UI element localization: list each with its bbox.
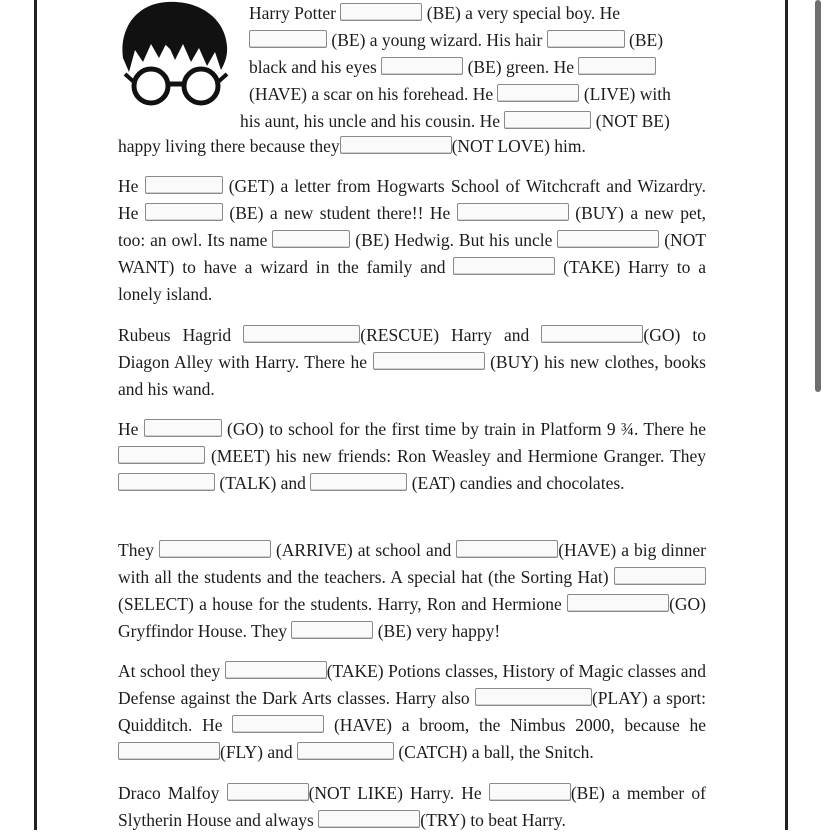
text: (HAVE) a scar on his forehead. He — [249, 84, 494, 104]
answer-box[interactable] — [118, 742, 220, 760]
answer-box[interactable] — [249, 30, 327, 48]
paragraph-5 — [118, 537, 706, 645]
answer-box[interactable] — [159, 540, 271, 558]
text: He — [118, 176, 139, 196]
answer-box[interactable] — [504, 111, 591, 129]
text: (RESCUE) Harry and — [360, 325, 530, 345]
paragraph-6 — [118, 658, 706, 766]
text: (ARRIVE) at school and — [275, 540, 452, 560]
text: At school they — [118, 661, 221, 681]
answer-box[interactable] — [272, 230, 350, 248]
answer-box[interactable] — [457, 203, 569, 221]
page-border-left — [34, 0, 37, 830]
paragraph-1-intro — [249, 0, 706, 108]
page-border-right — [785, 0, 788, 830]
answer-box[interactable] — [475, 688, 592, 706]
answer-box[interactable] — [557, 230, 659, 248]
paragraph-2 — [118, 173, 706, 308]
answer-box[interactable] — [453, 257, 555, 275]
glasses-left-lens — [134, 69, 168, 103]
answer-box[interactable] — [225, 661, 327, 679]
answer-box[interactable] — [310, 473, 407, 491]
paragraph-1-end — [118, 133, 706, 160]
text: (BUY) his new clothes, books and his wand. — [118, 352, 706, 399]
text: (GO) to school for the first time by train in Platform 9 ¾. There he — [227, 419, 707, 439]
text: Draco Malfoy — [118, 783, 220, 803]
answer-box[interactable] — [145, 176, 223, 194]
paragraph-4 — [118, 416, 706, 497]
answer-box[interactable] — [456, 540, 558, 558]
text: (BUY) a new pet, too: an owl. Its name — [118, 203, 707, 250]
text: (PLAY) a sport: Quidditch. He — [118, 688, 707, 735]
text: (BE) a very special boy. He — [426, 3, 620, 23]
text: (BE) Hedwig. But his uncle — [355, 230, 553, 250]
answer-box[interactable] — [227, 783, 309, 801]
paragraph-7 — [118, 780, 706, 834]
answer-box[interactable] — [144, 419, 222, 437]
answer-box[interactable] — [381, 57, 463, 75]
answer-box[interactable] — [297, 742, 394, 760]
answer-box[interactable] — [340, 136, 452, 154]
text: (GO) Gryffindor House. They — [118, 594, 706, 641]
text: (GET) a letter from Hogwarts School of Witchcraft and Wizardry. He — [118, 176, 707, 223]
text: (EAT) candies and chocolates. — [411, 473, 625, 493]
paragraph-1-continued — [240, 108, 706, 135]
text: (SELECT) a house for the students. Harry, Ron and Hermione — [118, 594, 562, 614]
answer-box[interactable] — [232, 715, 324, 733]
answer-box[interactable] — [145, 203, 223, 221]
text: (HAVE) a broom, the Nimbus 2000, because he — [333, 715, 707, 735]
text: (LIVE) with — [583, 84, 671, 104]
text: black and his eyes — [249, 57, 377, 77]
text: Rubeus Hagrid — [118, 325, 232, 345]
answer-box[interactable] — [567, 594, 669, 612]
text: (BE) green. He — [467, 57, 574, 77]
text: (BE) a member of Slytherin House and always — [118, 783, 706, 830]
text: They — [118, 540, 154, 560]
text: (TAKE) Potions classes, History of Magic classes and Defense against the Dark Arts classes. Harry also — [118, 661, 706, 708]
text: (NOT WANT) to have a wizard in the family and — [118, 230, 707, 277]
text: Harry Potter — [249, 3, 336, 23]
harry-potter-illustration — [117, 0, 229, 108]
text: happy living there because they — [118, 136, 340, 156]
text: (NOT LIKE) Harry. He — [308, 783, 482, 803]
text: (BE) a new student there!! He — [229, 203, 451, 223]
text: (FLY) and — [220, 742, 293, 762]
text: (BE) a young wizard. His hair — [331, 30, 543, 50]
text: (GO) to Diagon Alley with Harry. There he — [118, 325, 707, 372]
answer-box[interactable] — [497, 84, 579, 102]
text: (NOT BE) — [595, 111, 670, 131]
answer-box[interactable] — [373, 352, 485, 370]
text: (MEET) his new friends: Ron Weasley and Hermione Granger. They — [210, 446, 706, 466]
text: (NOT LOVE) him. — [451, 136, 586, 156]
answer-box[interactable] — [318, 810, 420, 828]
answer-box[interactable] — [118, 473, 215, 491]
paragraph-3 — [118, 322, 706, 403]
text: (HAVE) a big dinner with all the students and the teachers. A special hat (the Sorting Hat) — [118, 540, 707, 587]
text: (BE) very happy! — [377, 621, 501, 641]
answer-box[interactable] — [578, 57, 656, 75]
answer-box[interactable] — [118, 446, 205, 464]
text: (BE) — [629, 30, 664, 50]
text: his aunt, his uncle and his cousin. He — [240, 111, 501, 131]
answer-box[interactable] — [489, 783, 571, 801]
scrollbar[interactable] — [815, 0, 821, 392]
answer-box[interactable] — [547, 30, 625, 48]
text: (CATCH) a ball, the Snitch. — [398, 742, 594, 762]
text: (TAKE) Harry to a lonely island. — [118, 257, 706, 304]
text: He — [118, 419, 139, 439]
answer-box[interactable] — [541, 325, 643, 343]
answer-box[interactable] — [340, 3, 422, 21]
answer-box[interactable] — [243, 325, 360, 343]
text: (TALK) and — [219, 473, 306, 493]
text: (TRY) to beat Harry. — [420, 810, 566, 830]
glasses-right-lens — [184, 69, 218, 103]
answer-box[interactable] — [614, 567, 706, 585]
answer-box[interactable] — [291, 621, 373, 639]
